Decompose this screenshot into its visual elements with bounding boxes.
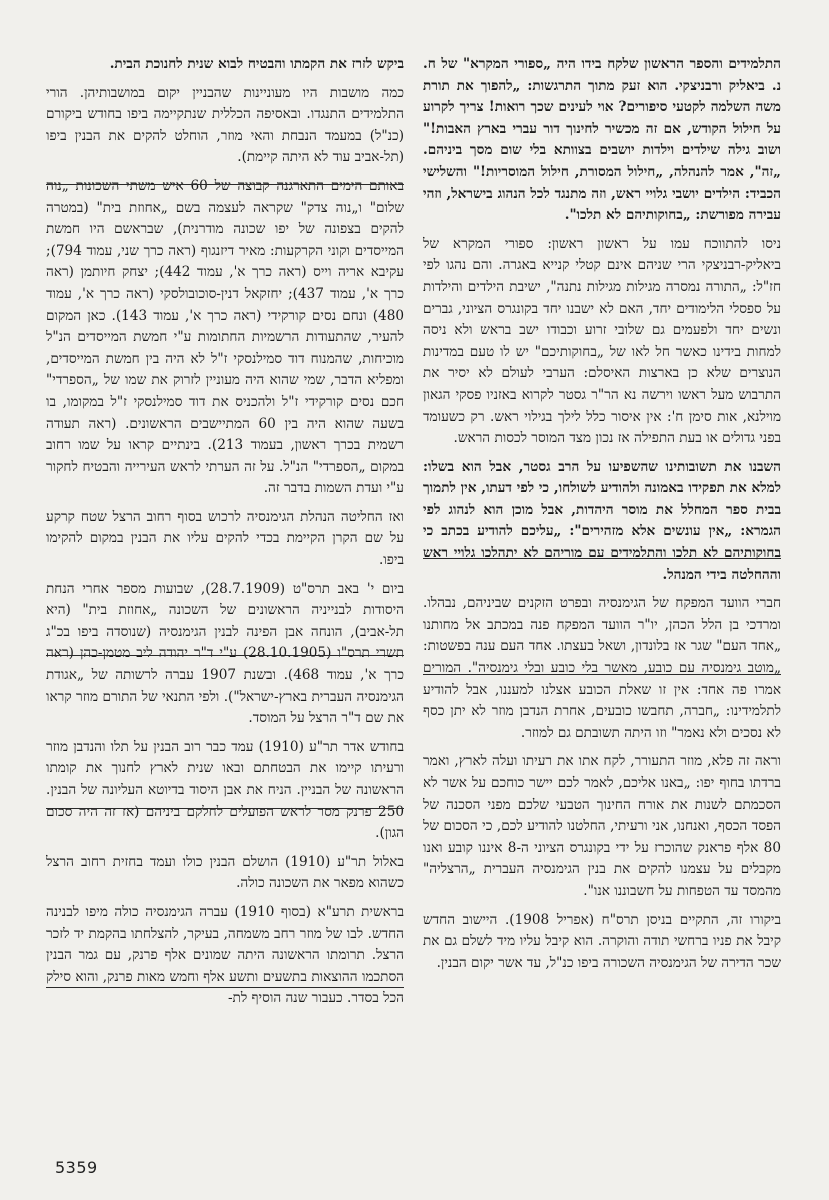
paragraph-text: באותם הימים התארגנה קבוצה של 60 איש משתי השכונות „נוה שלום" ו„נוה צדק" שקראה לעצמה בשם „אחוזת בית" (במטרה להקים בצפונה של יפו שכונה מודרנית), שבראשם היו חמשת המייסדים וקוני הקרקעות: מאיר דיזנגוף (ראה כרך שני, עמוד 794); עקיבא אריה וייס (ראה כרך א', עמוד 442); יצחק חיותמן (ראה כרך א', עמוד 437); יחזקאל דנין-סוכובולסקי (ראה כרך א', עמוד 480) ונחם נסים קורקידי (ראה כרך א', עמוד 143). כאן המקום להעיר, שהתעודות הרשמיות החתומות ע"י חמשת המייסדים הנ"ל מוכיחות, שהמנוח דוד סמילנסקי ז"ל לא היה בין חמשת המייסדים, ומפליא הדבר, שמי שהוא היה מעוניין לזרוק את שמו של „הספרדי" חכם נסים קורקידי ז"ל ולהכניס את דוד סמילנסקי ז"ל במקומו, בו בשעה שהוא היה בין 60 המתיישבים הראשונים. (ראה תעודה רשמית בכרך ראשון, בעמוד 213). בינתיים קראו על שמו רחוב במקום „הספרדי" הנ"ל. על זה הערתי לראש העירייה והבטיח לחקור ע"י ועדת השמות בדבר זה. [46, 177, 404, 497]
paragraph [46, 54, 404, 76]
section-divider [46, 987, 404, 988]
paragraph-text: באלול תר"ע (1910) הושלם הבנין כולו ועמד בחזית רחוב הרצל כשהוא מפאר את השכונה כולה. [46, 853, 404, 892]
section-divider [46, 184, 404, 185]
paragraph [423, 593, 781, 744]
paragraph [423, 234, 781, 450]
section-divider [423, 558, 781, 559]
paragraph-text: וראה זה פלא, מוזר התעורר, לקח אתו את רעיתו ועלה לארץ, ואמר ברדתו בחוף יפו: „באנו אליכם, לאמר לכם יישר כוחכם על אשר לא הסכמתם לשנות את אורח החינוך הטבעי שלכם מפני הסכנה של הפסד הכסף, ואנחנו, אני ורעיתי, החלטנו להודיע לכם, כי הסכום של 80 אלף פראנק שהוכרז על ידי בקונגרס הציוני ה-8 איננו קובע ואנו מקבלים על עצמנו להקים את בנין הגימנסיה העברית „הרצליה" מהמסד עד הטפחות על חשבוננו אנו". [423, 753, 781, 899]
paragraph [46, 83, 404, 169]
paragraph [46, 507, 404, 572]
section-divider [46, 655, 404, 656]
paragraph [423, 751, 781, 902]
paragraph [423, 54, 781, 227]
paragraph [46, 852, 404, 895]
right-column [423, 54, 781, 1144]
paragraph [46, 737, 404, 845]
paragraph-text: ביקש לזרז את הקמתו והבטיח לבוא שנית לחנוכת הבית. [109, 56, 404, 72]
left-column [46, 54, 404, 1144]
section-divider [423, 674, 781, 675]
paragraph-text: ביקורו זה, התקיים בניסן תרס"ח (אפריל 1908). היישוב החדש קיבל את פניו ברחשי תודה והוקרה. הוא קיבל עליו מיד לשלם גם את שכר הדירה של הגימנסיה השכורה ביפו כנ"ל, עד אשר יקום הבנין. [423, 911, 781, 971]
paragraph-text: ואז החליטה הנהלת הגימנסיה לרכוש בסוף רחוב הרצל שטח קרקע על שם הקרן הקיימת בכדי להקים עליו את הבנין במקום להקימו ביפו. [46, 508, 404, 569]
paragraph-text: חברי הוועד המפקח של הגימנסיה ובפרט הזקנים שביניהם, נבהלו. ומרדכי בן הלל הכהן, יו"ר הוועד המפקח פנה במכתב אל מחותנו „אחד העם" שגר אז בלונדון, ושאל בעצתו. אחד העם ענה בפשטות: „מוטב גימנסיה עם כובע, מאשר בלי כובע ובלי גימנסיה". המורים אמרו פה אחד: אין זו שאלת הכובע אצלנו למעננו, אבל להודיע לתלמידינו: „חברה, תחבשו כובעים, אחרת הנדבן מוזר לא יתן כסף לא נסכים ולא נאמר" וזו היתה תשובתם גם למוזר. [423, 595, 781, 741]
paragraph-text: כמה מושבות היו מעוניינות שהבניין יקום במושבותיהן. הורי התלמידים התנגדו. ובאסיפה הכללית שנתקיימה ביפו בחודש ביקורם (כנ"ל) במעמד הנבחת והאי מוזר, הוחלט להקים את הבנין ביפו (תל-אביב עוד לא היתה קיימת). [46, 84, 404, 166]
paragraph [46, 902, 404, 1010]
paragraph-text: בראשית תרע"א (בסוף 1910) עברה הגימנסיה כולה מיפו לבנינה החדש. לבו של מוזר רחב משמחה, בעיקר, להצלחתו בהקמת יד לזכר הרצל. תרומתו הראשונה היתה שמונים אלף פרנק, עם גמר הבנין הסתכמו ההוצאות בתשעים ותשע אלף וחמש מאות פרנק, והוא סילק הכל בסדר. כעבור שנה הוסיף לת- [46, 903, 404, 1007]
paragraph-text: ביום י' באב תרס"ט (28.7.1909), שבועות מספר אחרי הנחת היסודות לבנייניה הראשונים של השכונה „אחוזת בית" (היא תל-אביב), הונחה אבן הפינה לבנין הגימנסיה (שנוסדה ביפו בכ"ג תשרי תרס"ו (28.10.1905) ע"י ד"ר יהודה ליב מטמן-כהן (ראה כרך א', עמוד 468). ובשנת 1907 עברה לרשותה של „אגודת הגימנסיה העברית בארץ-ישראל"). ולפי התנאי של התורם מוזר קראו את שם ד"ר הרצל על המוסד. [46, 580, 404, 727]
paragraph-text: התלמידים והספר הראשון שלקח בידו היה „ספורי המקרא" של ח. נ. ביאליק ורבניצקי. הוא זעק מתוך התרגשות: „להפוך את תורת משה השלמה לקטעי סיפורים? אוי לעינים שכך רואות! צריך לקרוע על חילול הקודש, אם זה מכשיר לחינוך דור עברי בארץ האבות!" ושוב גילה שילדים וילדות יושבים בצוותא בלי שום מסך ביניהם. „זה", אמר להנהלה, „חילול המסורת, חילול המוסריות!" והשלישי הכביד: הילדים יושבי גלויי ראש, וזה מתנגד לכל הנהוג בישראל, וזהי עבירה מפורשת: „בחוקותיהם לא תלכו". [423, 56, 781, 224]
paragraph [46, 176, 404, 500]
section-divider [46, 808, 404, 809]
paragraph-text: ניסו להתווכח עמו על ראשון ראשון: ספורי המקרא של ביאליק-רבניצקי הרי שניהם אינם קטלי קנייא באגרה. והם נהגו לפי חז"ל: „התורה נמסרה מגילות מגילות נתנה", ישיבת הילדים והילדות על ספסלי הלימודים יחד, האם לא ישבנו יחד בקונגרס הציוני, גברים ונשים יחד ולפעמים גם שלובי זרוע וכבודו ישב בראש ולא ניסה למחות בידינו כאשר חל לאו של „בחוקותיכם" יש לו טעם במדינות הנוצרים שלא כן בארצות האיסלם: הערבי לעולם לא יסיר את התרבוש מעל ראשו וירשה נא הר"ר גסטר לקרוא באזניו פסקי הגאון מוילנא, אות סימן ח': אין איסור כלל לילך בגילוי ראש. רק כשעומד בפני גדולים או בעת התפילה אז נכון מצד המוסר לכסות הראש. [423, 235, 781, 447]
paragraph-text: בחודש אדר תר"ע (1910) עמד כבר רוב הבנין על תלו והנדבן מוזר ורעיתו קיימו את הבטחתם ובאו שנית לארץ לחנוך את קומתו הראשונה של הבניין. הניח את אבן היסוד בדיוטא העליונה של הבנין. 250 פרנק מסר לראש הפועלים לחלקם ביניהם (אז זה היה סכום הגון). [46, 738, 404, 842]
page-number: 5359 [55, 1158, 98, 1177]
paragraph [423, 457, 781, 587]
paragraph [423, 910, 781, 975]
paragraph-text: השבנו את תשובותינו שהשפיעו על הרב גסטר, אבל הוא בשלו: למלא את תפקידו באמונה ולהודיע לשולחו, כי לפי דעתו, אין לתמוך בבית ספר המחלל את מוסר היהדות, אבל מוכן הוא לנהוג לפי הגמרא: „אין עונשים אלא מזהירים": „עליכם להודיע בכתב כי בחוקותיהם לא תלכו והתלמידים עם מוריהם לא יתהלכו גלויי ראש וההחלטה בידי המנהל. [423, 458, 781, 583]
